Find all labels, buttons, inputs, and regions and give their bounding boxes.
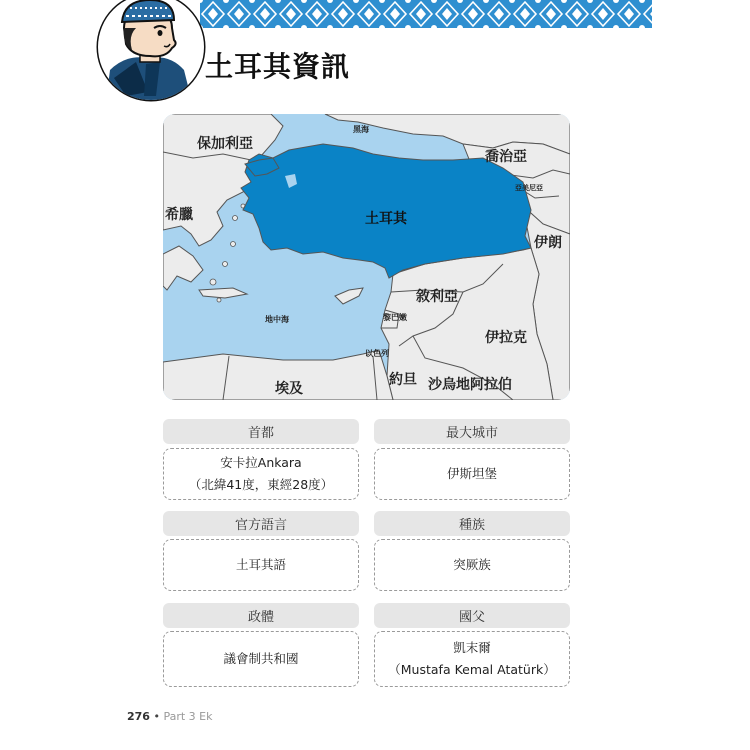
card-head-official-language: 官方語言 (163, 511, 359, 536)
card-head-founding-father: 國父 (374, 603, 570, 628)
ottoman-man-avatar-icon (96, 0, 206, 102)
map-label-greece: 希臘 (165, 207, 193, 223)
card-body-founding-father (374, 631, 570, 687)
card-body-government (163, 631, 359, 687)
ethnicity-name: 突厥族 (453, 557, 491, 572)
government-type: 議會制共和國 (223, 651, 299, 666)
map-label-black-sea: 黑海 (353, 125, 369, 134)
map-label-armenia: 亞美尼亞 (515, 184, 543, 192)
footer-section: Part 3 Ek (163, 710, 213, 723)
map-label-jordan: 約旦 (389, 372, 417, 388)
map-label-israel: 以色列 (365, 349, 389, 358)
card-head-government: 政體 (163, 603, 359, 628)
founding-father-full-name: （Mustafa Kemal Atatürk） (388, 662, 556, 677)
turkey-region-map (163, 114, 570, 400)
card-body-ethnicity (374, 539, 570, 591)
map-label-iraq: 伊拉克 (485, 330, 527, 346)
decorative-pattern-band (200, 0, 652, 28)
card-head-largest-city: 最大城市 (374, 419, 570, 444)
card-head-capital: 首都 (163, 419, 359, 444)
footer-bullet: • (153, 710, 160, 723)
founding-father-name: 凱末爾 (453, 640, 491, 655)
page-title: 土耳其資訊 (205, 50, 351, 83)
map-label-saudi-arabia: 沙烏地阿拉伯 (428, 377, 512, 393)
map-label-bulgaria: 保加利亞 (197, 136, 253, 152)
capital-name: 安卡拉Ankara (220, 455, 302, 470)
capital-coordinates: （北緯41度，東經28度） (188, 477, 334, 492)
official-language-name: 土耳其語 (235, 557, 286, 572)
card-head-ethnicity: 種族 (374, 511, 570, 536)
map-label-turkey: 土耳其 (365, 211, 407, 227)
map-label-egypt: 埃及 (275, 381, 303, 397)
map-label-georgia: 喬治亞 (485, 149, 527, 165)
map-label-syria: 敘利亞 (416, 289, 458, 305)
card-body-largest-city (374, 448, 570, 500)
page-number: 276 (127, 710, 150, 723)
map-label-iran: 伊朗 (534, 235, 562, 251)
card-body-official-language (163, 539, 359, 591)
map-label-lebanon: 黎巴嫩 (383, 313, 407, 322)
page-footer (127, 710, 213, 723)
largest-city-name: 伊斯坦堡 (446, 466, 497, 481)
map-label-mediterranean: 地中海 (265, 315, 289, 324)
card-body-capital (163, 448, 359, 500)
